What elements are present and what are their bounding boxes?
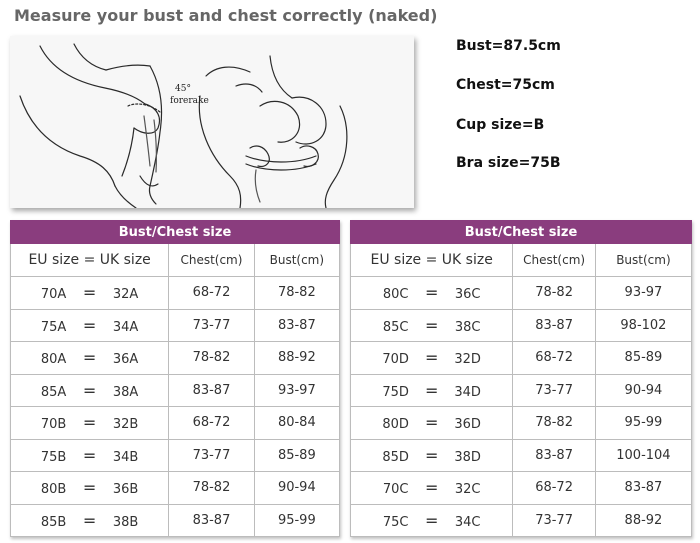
- table-row: [11, 504, 340, 537]
- equals-sign: =: [424, 348, 439, 368]
- table-row: [351, 407, 692, 440]
- eu-uk-size-header: EU size = UK size: [351, 244, 513, 277]
- uk-size: 36D: [454, 417, 481, 433]
- eu-size: 70B: [40, 417, 67, 433]
- forerake-annotation: forerake: [170, 96, 209, 106]
- bust-cell: 88-92: [595, 504, 691, 537]
- front-view-figure: [199, 56, 347, 208]
- uk-size: 38C: [454, 319, 481, 335]
- uk-size: 36B: [112, 482, 139, 498]
- size-cell: [11, 277, 169, 310]
- bust-cell: 90-94: [595, 374, 691, 407]
- chest-measurement: Chest=75cm: [456, 77, 555, 93]
- uk-size: 38A: [112, 384, 139, 400]
- uk-size: 38B: [112, 514, 139, 530]
- equals-sign: =: [82, 445, 97, 465]
- uk-size: 34A: [112, 319, 139, 335]
- size-cell: [11, 407, 169, 440]
- bust-cell: 80-84: [254, 407, 339, 440]
- equals-sign: =: [424, 283, 439, 303]
- table-row: [11, 342, 340, 375]
- chest-cell: 73-77: [513, 504, 596, 537]
- eu-size: 85B: [40, 514, 67, 530]
- size-cell: [11, 342, 169, 375]
- size-cell: [11, 309, 169, 342]
- table-row: [351, 309, 692, 342]
- eu-uk-size-header: EU size = UK size: [11, 244, 169, 277]
- equals-sign: =: [82, 413, 97, 433]
- uk-size: 32B: [112, 417, 139, 433]
- table-title: Bust/Chest size: [351, 221, 692, 244]
- chest-cell: 83-87: [169, 504, 254, 537]
- chest-header: Chest(cm): [513, 244, 596, 277]
- table-row: [11, 309, 340, 342]
- bust-cell: 95-99: [254, 504, 339, 537]
- size-cell: [11, 374, 169, 407]
- eu-size: 75B: [40, 449, 67, 465]
- bust-header: Bust(cm): [254, 244, 339, 277]
- chest-cell: 68-72: [513, 472, 596, 505]
- bust-cell: 78-82: [254, 277, 339, 310]
- uk-size: 34D: [454, 384, 481, 400]
- equals-sign: =: [82, 283, 97, 303]
- table-row: [351, 504, 692, 537]
- size-cell: [11, 439, 169, 472]
- equals-sign: =: [82, 478, 97, 498]
- bust-cell: 95-99: [595, 407, 691, 440]
- equals-sign: =: [424, 445, 439, 465]
- eu-size: 85A: [40, 384, 67, 400]
- size-cell: [351, 342, 513, 375]
- bust-measurement: Bust=87.5cm: [456, 38, 561, 54]
- size-cell: [351, 309, 513, 342]
- uk-size: 36A: [112, 352, 139, 368]
- chest-cell: 78-82: [169, 472, 254, 505]
- equals-sign: =: [424, 315, 439, 335]
- uk-size: 38D: [454, 449, 481, 465]
- bust-cell: 90-94: [254, 472, 339, 505]
- chest-cell: 83-87: [513, 309, 596, 342]
- angle-annotation: 45°: [175, 84, 191, 94]
- chest-cell: 68-72: [169, 277, 254, 310]
- table-row: [351, 277, 692, 310]
- table-title: Bust/Chest size: [11, 221, 340, 244]
- eu-size: 70C: [382, 482, 409, 498]
- equals-sign: =: [82, 380, 97, 400]
- measuring-illustration: [10, 36, 414, 208]
- eu-size: 85D: [382, 449, 409, 465]
- table-row: [351, 374, 692, 407]
- eu-size: 70A: [40, 287, 67, 303]
- table-body: [11, 277, 340, 537]
- side-view-figure: [20, 44, 162, 208]
- size-cell: [351, 277, 513, 310]
- bust-cell: 100-104: [595, 439, 691, 472]
- chest-header: Chest(cm): [169, 244, 254, 277]
- eu-size: 70D: [382, 352, 409, 368]
- chest-cell: 68-72: [169, 407, 254, 440]
- equals-sign: =: [82, 510, 97, 530]
- chest-cell: 68-72: [513, 342, 596, 375]
- eu-size: 80A: [40, 352, 67, 368]
- page-heading: Measure your bust and chest correctly (naked): [14, 6, 438, 25]
- uk-size: 32A: [112, 287, 139, 303]
- chest-cell: 73-77: [513, 374, 596, 407]
- uk-size: 34C: [454, 514, 481, 530]
- eu-size: 75D: [382, 384, 409, 400]
- cup-size-measurement: Cup size=B: [456, 117, 545, 133]
- bust-cell: 83-87: [595, 472, 691, 505]
- table-row: [351, 472, 692, 505]
- table-row: [11, 407, 340, 440]
- chest-cell: 73-77: [169, 439, 254, 472]
- bust-cell: 93-97: [254, 374, 339, 407]
- bust-cell: 83-87: [254, 309, 339, 342]
- size-cell: [351, 374, 513, 407]
- table-row: [11, 277, 340, 310]
- eu-size: 80B: [40, 482, 67, 498]
- bra-size-measurement: Bra size=75B: [456, 155, 561, 171]
- uk-size: 32C: [454, 482, 481, 498]
- eu-size: 85C: [382, 319, 409, 335]
- bust-cell: 88-92: [254, 342, 339, 375]
- bust-cell: 85-89: [595, 342, 691, 375]
- chest-cell: 78-82: [513, 277, 596, 310]
- uk-size: 36C: [454, 287, 481, 303]
- chest-cell: 78-82: [513, 407, 596, 440]
- uk-size: 32D: [454, 352, 481, 368]
- bust-cell: 85-89: [254, 439, 339, 472]
- equals-sign: =: [424, 380, 439, 400]
- size-cell: [351, 504, 513, 537]
- equals-sign: =: [424, 413, 439, 433]
- chest-cell: 78-82: [169, 342, 254, 375]
- size-cell: [11, 504, 169, 537]
- uk-size: 34B: [112, 449, 139, 465]
- equals-sign: =: [424, 510, 439, 530]
- eu-size: 80C: [382, 287, 409, 303]
- table-row: [11, 472, 340, 505]
- table-row: [11, 374, 340, 407]
- equals-sign: =: [424, 478, 439, 498]
- eu-size: 75C: [382, 514, 409, 530]
- size-table-right: [350, 220, 692, 537]
- table-row: [11, 439, 340, 472]
- eu-size: 80D: [382, 417, 409, 433]
- size-cell: [351, 472, 513, 505]
- eu-size: 75A: [40, 319, 67, 335]
- bust-header: Bust(cm): [595, 244, 691, 277]
- chest-cell: 83-87: [169, 374, 254, 407]
- table-row: [351, 439, 692, 472]
- table-row: [351, 342, 692, 375]
- size-cell: [351, 439, 513, 472]
- size-table-left: [10, 220, 340, 537]
- chest-cell: 83-87: [513, 439, 596, 472]
- bust-cell: 93-97: [595, 277, 691, 310]
- equals-sign: =: [82, 315, 97, 335]
- table-body: [351, 277, 692, 537]
- size-cell: [11, 472, 169, 505]
- chest-cell: 73-77: [169, 309, 254, 342]
- bust-cell: 98-102: [595, 309, 691, 342]
- size-cell: [351, 407, 513, 440]
- equals-sign: =: [82, 348, 97, 368]
